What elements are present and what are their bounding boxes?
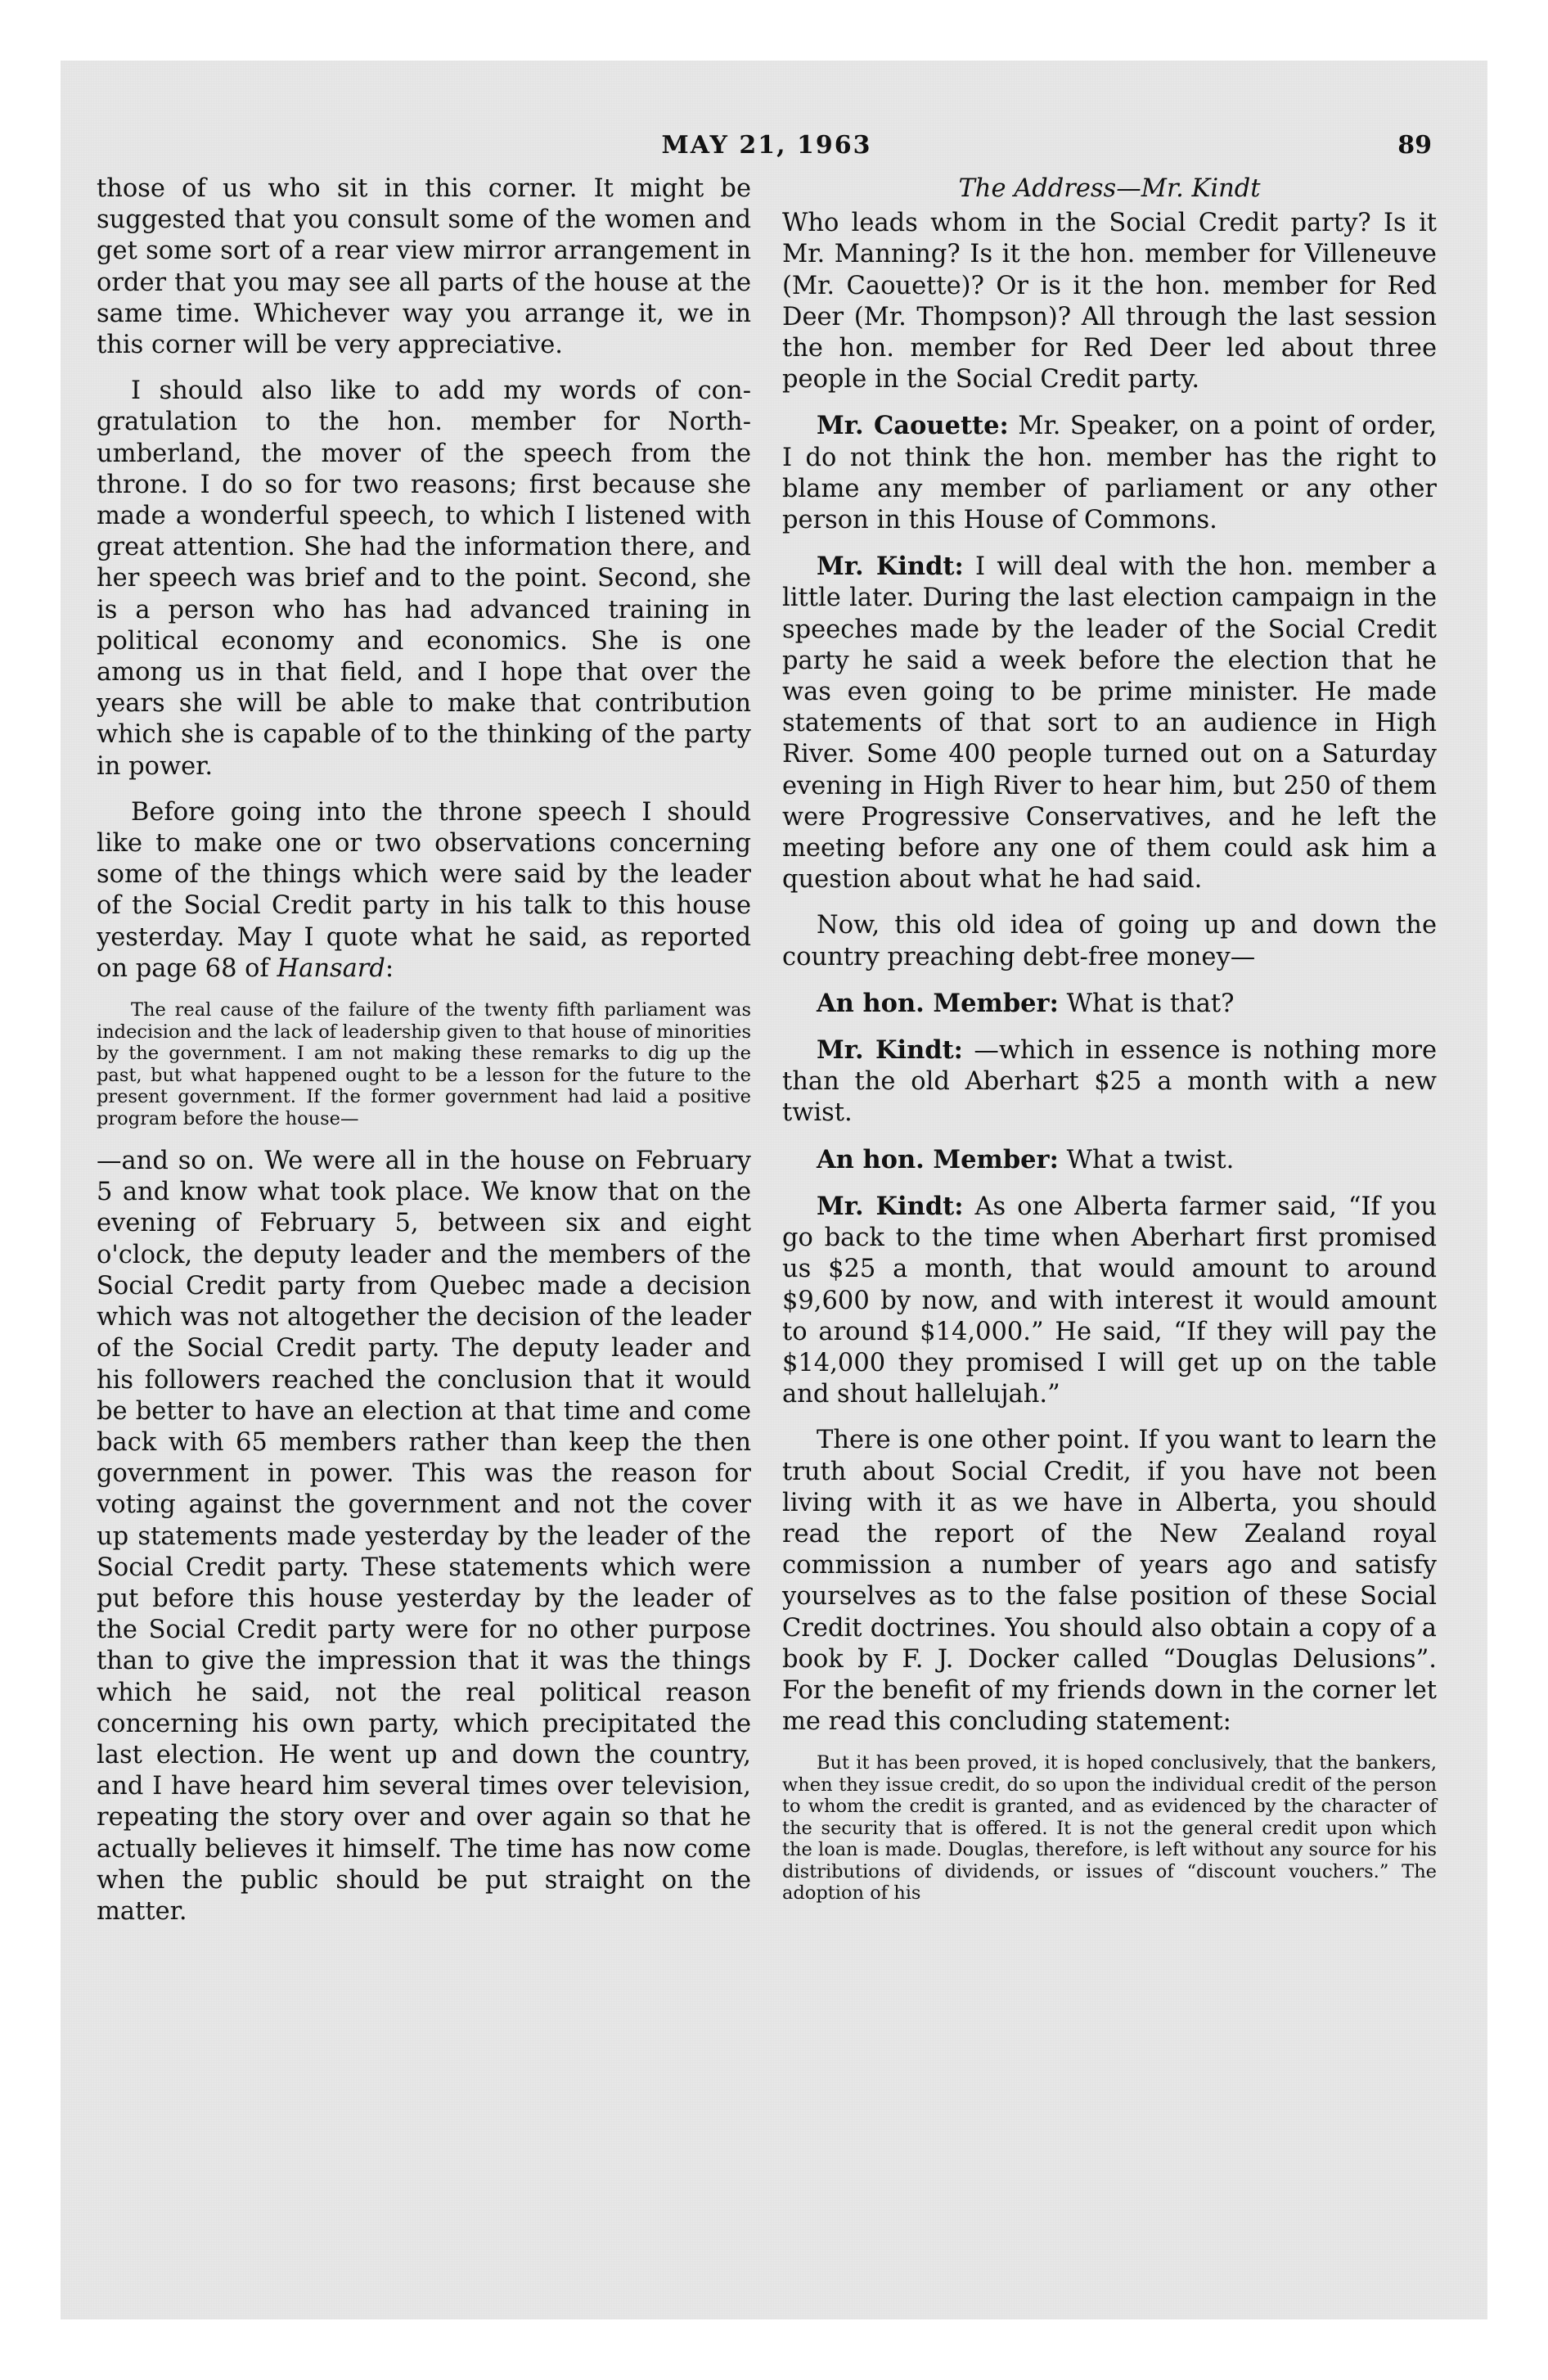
paragraph: —and so on. We were all in the house on February 5 and know what took place. We know that on the evening of February 5, between six and eight o'clock, the deputy leader and the members of the Social Credit party from Quebec made a decision which was not altogether the decision of the leader of the Social Credit party. The deputy leader and his followers reached the conclusion that it would be better to have an election at that time and come back with 65 members rather than keep the then government in power. This was the reason for voting against the government and not the cover up statements made yesterday by the leader of the Social Credit party. These statements which were put before this house yesterday by the leader of the Social Credit party were for no other purpose than to give the impression that it was the things which he said, not the real political reason concerning his own party, which precipitated the last election. He went up and down the country, and I have heard him several times over television, repeating the story over and over again so that he actually believes it himself. The time has now come when the public should be put straight on the matter. — [97, 1147, 751, 1926]
paragraph-text: Before going into the throne speech I should like to make one or two observations concerning some of the things which were said by the leader of the Social Credit party in his talk to this house yesterday. May I quote what he said, as reported on page 68 of — [97, 797, 751, 983]
speech-text: Mr. Speaker, on a point of order, I do not think the hon. member has the right to blame any member of parliament or any other person in this House of Commons. — [782, 412, 1438, 535]
paragraph: I should also like to add my words of congratulation to the hon. member for Northumberland, the mover of the speech from the throne. I do so for two reasons; first because she made a wonderful speech, to which I listened with great attention. She had the information there, and her speech was brief and to the point. Second, she is a person who has had advanced training in political economy and economics. She is one among us in that field, and I hope that over the years she will be able to make that contribution which she is capable of to the thinking of the party in power. — [97, 376, 751, 781]
punctuation: : — [385, 953, 394, 983]
paragraph: Who leads whom in the Social Credit party? Is it Mr. Manning? Is it the hon. member for Villeneuve (Mr. Caouette)? Or is it the hon. member for Red Deer (Mr. Thompson)? All through the last session the hon. member for Red Deer led about three people in the Social Credit party. — [782, 209, 1437, 394]
hansard-page — [97, 131, 1437, 2259]
paragraph — [97, 797, 751, 985]
paragraph: those of us who sit in this corner. It might be suggested that you consult some of the women and get some sort of a rear view mirror arrangement in order that you may see all parts of the house at the same time. Whichever way you arrange it, we in this corner will be very appreciative. — [97, 174, 751, 360]
left-column — [97, 174, 751, 1942]
speech-caouette — [782, 410, 1437, 536]
speaker-name: Mr. Kindt: — [817, 1191, 964, 1221]
speech-kindt — [782, 1191, 1437, 1410]
speaker-name: An hon. Member: — [817, 988, 1059, 1018]
speech-text: As one Alberta farmer said, “If you go back to the time when Aberhart first promised us $25 a month, that would amount to around $9,600 by now, and with interest it would amount to around $14,000.” He said, “If they will pay the $14,000 they promised I will get up on the table and shout hallelujah.” — [782, 1192, 1438, 1409]
speech-text: What a twist. — [1066, 1145, 1235, 1174]
speech-kindt — [782, 551, 1437, 895]
speech-hon-member — [782, 988, 1437, 1020]
block-quote: But it has been proved, it is hoped conclusively, that the bankers, when they issue credit, do so upon the individual credit of the person to whom the credit is granted, and as evidenced by the character of the security that is offered. It is not the general credit upon which the loan is made. Douglas, therefore, is left without any source for his distributions of dividends, or issues of “discount vouchers.” The adoption of his — [782, 1752, 1437, 1904]
speech-text: I will deal with the hon. member a little later. During the last election campaign in the speeches made by the leader of the Social Credit party he said a week before the election that he was even going to be prime minister. He made statements of that sort to an audience in High River. Some 400 people turned out on a Saturday evening in High River to hear him, but 250 of them were Progressive Conservatives, and he left the meeting before any one of them could ask him a question about what he had said. — [782, 552, 1437, 895]
speaker-name: Mr. Kindt: — [817, 552, 964, 582]
speech-text: —which in essence is nothing more than the old Aberhart $25 a month with a new twist. — [782, 1036, 1437, 1128]
page-number: 89 — [1397, 131, 1432, 160]
speech-hon-member — [782, 1144, 1437, 1176]
page-date: MAY 21, 1963 — [661, 131, 872, 160]
paragraph: There is one other point. If you want to learn the truth about Social Credit, if you have not been living with it as we have in Alberta, you should read the report of the New Zealand royal commission a number of years ago and satisfy yourselves as to the false position of these Social Credit doctrines. You should also obtain a copy of a book by F. J. Docker called “Douglas Delusions”. For the benefit of my friends down in the corner let me read this concluding statement: — [782, 1426, 1437, 1737]
hansard-reference: Hansard — [277, 953, 385, 983]
right-column — [782, 174, 1437, 1921]
speaker-name: Mr. Kindt: — [817, 1035, 963, 1066]
page-header — [97, 131, 1437, 164]
running-head: The Address—Mr. Kindt — [958, 174, 1261, 203]
speaker-name: An hon. Member: — [817, 1144, 1059, 1174]
speech-kindt — [782, 1034, 1437, 1129]
speaker-name: Mr. Caouette: — [817, 411, 1009, 441]
block-quote: The real cause of the failure of the twenty fifth parliament was indecision and the lack of leadership given to that house of minorities by the government. I am not making these remarks to dig up the past, but what happened ought to be a lesson for the future to the present government. If the former government had laid a positive program before the house— — [97, 999, 751, 1129]
paragraph: Now, this old idea of going up and down the country preaching debt-free money— — [782, 911, 1437, 971]
speech-text: What is that? — [1066, 989, 1235, 1018]
